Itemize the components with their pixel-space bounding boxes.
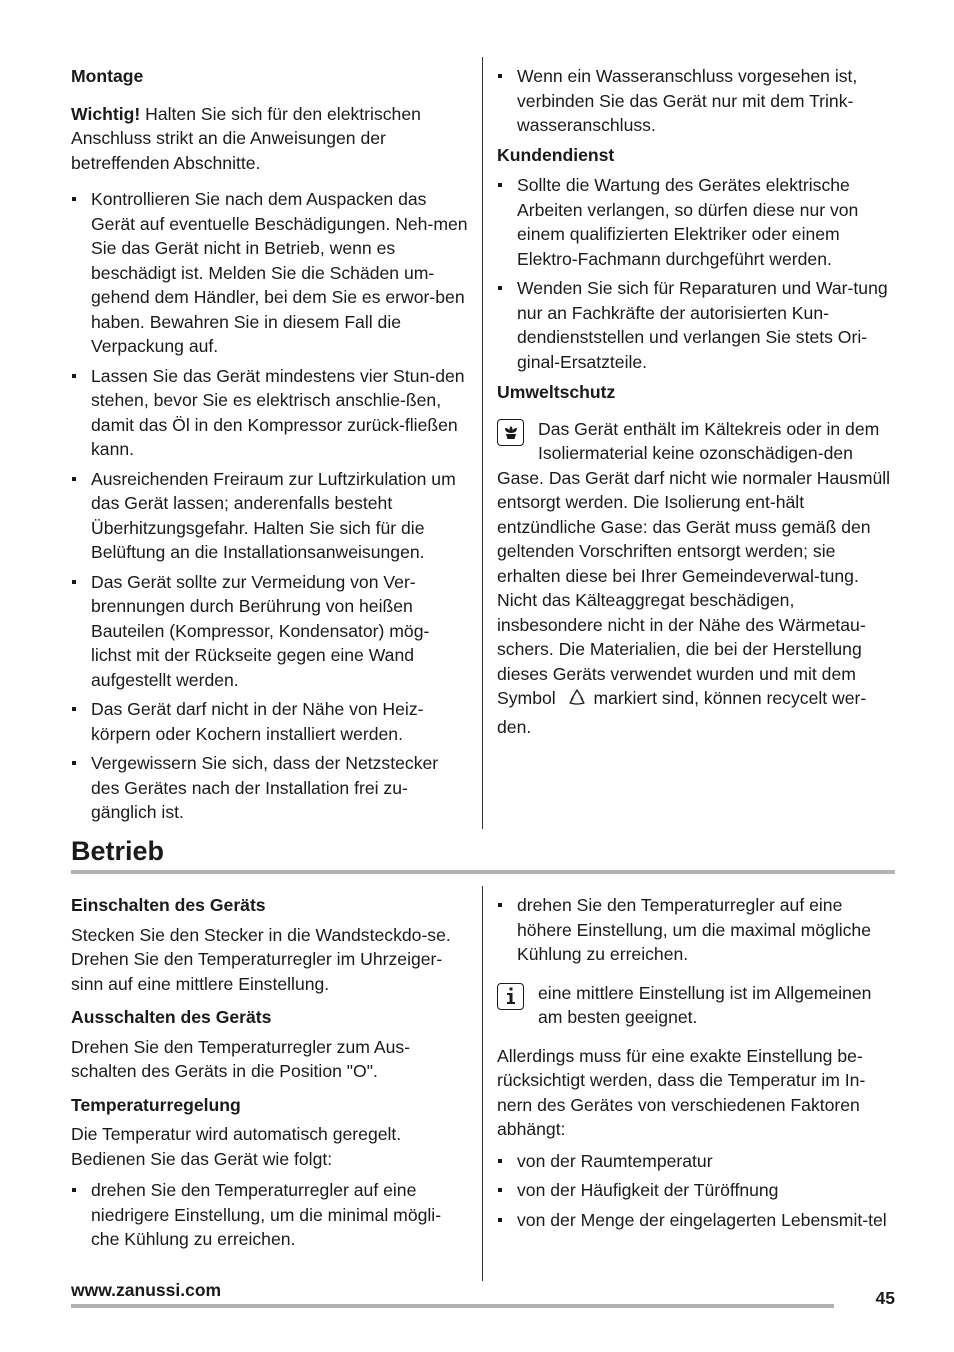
column-divider-top — [482, 57, 483, 829]
einschalten-heading: Einschalten des Geräts — [71, 895, 266, 915]
page-title: Betrieb — [71, 836, 165, 866]
environment-icon — [497, 419, 524, 446]
montage-heading: Montage — [71, 66, 144, 86]
list-item: von der Menge der eingelagerten Lebensmit-tel — [497, 1208, 895, 1233]
list-item: Sollte die Wartung des Gerätes elektrische Arbeiten verlangen, so dürfen diese nur von einem qualifizierten Elektriker oder einem Elektro-Fachmann durchgeführt werden. — [497, 173, 895, 271]
kundendienst-heading: Kundendienst — [497, 144, 615, 165]
list-item: Vergewissern Sie sich, dass der Netzstecker des Gerätes nach der Installation frei zu-gänglich ist. — [71, 751, 468, 825]
betrieb-left-column — [71, 893, 468, 1257]
factors-list — [497, 1149, 895, 1233]
montage-bullet-list — [71, 187, 468, 825]
temperature-bullet-list-cont — [497, 893, 895, 967]
list-item: Das Gerät sollte zur Vermeidung von Ver-brennungen durch Berührung von heißen Bauteilen (Kompressor, Kondensator) mög-lichst mit der Rückseite gegen eine Wand aufgestellt werden. — [71, 570, 468, 693]
umweltschutz-heading: Umweltschutz — [497, 382, 616, 402]
list-item: drehen Sie den Temperaturregler auf eine niedrigere Einstellung, um die minimal mögli-che Kühlung zu erreichen. — [71, 1178, 468, 1252]
list-item: Lassen Sie das Gerät mindestens vier Stun-den stehen, bevor Sie es elektrisch anschlie-ßen, damit das Öl in den Kompressor zurück-fließen kann. — [71, 364, 468, 462]
list-item: Ausreichenden Freiraum zur Luftzirkulation um das Gerät lassen; anderenfalls besteht Überhitzungsgefahr. Halten Sie sich für die Belüftung an die Installationsanweisungen. — [71, 467, 468, 565]
montage-column — [71, 64, 468, 830]
umweltschutz-text: Das Gerät enthält im Kältekreis oder in dem Isoliermaterial keine ozonschädigen-den Gase. Das Gerät darf nicht wie normaler Hausmüll entsorgt werden. Die Isolierung ent-hält entzündliche Gase: das Gerät muss gemäß den geltenden Vorschriften entsorgt werden; sie erhalten diese bei Ihrer Gemeindeverwal-tung. Nicht das Kälteaggregat beschädigen, insbesondere nicht in der Nähe des Wärmetau-schers. Die Materialien, die bei der Herstellung dieses Geräts verwendet wurden und mit dem Symbol — [497, 418, 891, 708]
list-item: Kontrollieren Sie nach dem Auspacken das Gerät auf eventuelle Beschädigungen. Neh-men Sie das Gerät nicht in Betrieb, wenn es beschädigt ist. Melden Sie die Schäden um-gehend dem Händler, bei dem Sie es erwor-ben haben. Bewahren Sie in diesem Fall die Verpackung auf. — [71, 187, 468, 359]
temperaturregelung-heading: Temperaturregelung — [71, 1094, 241, 1115]
list-item: von der Häufigkeit der Türöffnung — [497, 1178, 895, 1203]
right-column-top — [497, 64, 895, 739]
umweltschutz-text-end: markiert sind, können recycelt wer-den. — [497, 688, 867, 737]
info-icon — [497, 983, 524, 1010]
important-text: Halten Sie sich für den elektrischen Anschluss strikt an die Anweisungen der betreffenden Abschnitte. — [71, 103, 421, 173]
important-label: Wichtig! — [71, 103, 141, 124]
info-text: eine mittlere Einstellung ist im Allgemeinen am besten geeignet. — [538, 982, 872, 1027]
ausschalten-heading: Ausschalten des Geräts — [71, 1007, 272, 1027]
list-item: Wenn ein Wasseranschluss vorgesehen ist, verbinden Sie das Gerät nur mit dem Trink-wasseranschluss. — [497, 64, 895, 138]
info-note — [497, 981, 895, 1030]
list-item: Wenden Sie sich für Reparaturen und War-tung nur an Fachkräfte der autorisierten Kun-dendienststellen und verlangen Sie stets Ori-ginal-Ersatzteile. — [497, 276, 895, 374]
list-item: Das Gerät darf nicht in der Nähe von Heiz-körpern oder Kochern installiert werden. — [71, 697, 468, 746]
water-connection-list — [497, 64, 895, 138]
column-divider-bottom — [482, 886, 483, 1281]
umweltschutz-paragraph — [497, 417, 895, 740]
recycle-icon — [567, 688, 587, 715]
section-rule — [71, 870, 895, 874]
footer-rule — [71, 1304, 834, 1308]
montage-important-note — [71, 102, 468, 176]
allerdings-text: Allerdings muss für eine exakte Einstellung be-rücksichtigt werden, dass die Temperatur im In-nern des Gerätes von verschiedenen Faktoren abhängt: — [497, 1045, 866, 1139]
page-number: 45 — [875, 1288, 895, 1308]
list-item: von der Raumtemperatur — [497, 1149, 895, 1174]
ausschalten-text: Drehen Sie den Temperaturregler zum Aus-schalten des Geräts in die Position "O". — [71, 1036, 411, 1081]
list-item: drehen Sie den Temperaturregler auf eine höhere Einstellung, um die maximal mögliche Kühlung zu erreichen. — [497, 893, 895, 967]
temperaturregelung-text: Die Temperatur wird automatisch geregelt. Bedienen Sie das Gerät wie folgt: — [71, 1124, 402, 1169]
temperature-bullet-list — [71, 1178, 468, 1252]
betrieb-right-column — [497, 893, 895, 1237]
website-link[interactable]: www.zanussi.com — [71, 1280, 222, 1300]
kundendienst-bullet-list — [497, 173, 895, 374]
einschalten-text-2: Drehen Sie den Temperaturregler im Uhrzeiger-sinn auf eine mittlere Einstellung. — [71, 949, 443, 994]
einschalten-text-1: Stecken Sie den Stecker in die Wandsteckdo-se. — [71, 924, 451, 945]
